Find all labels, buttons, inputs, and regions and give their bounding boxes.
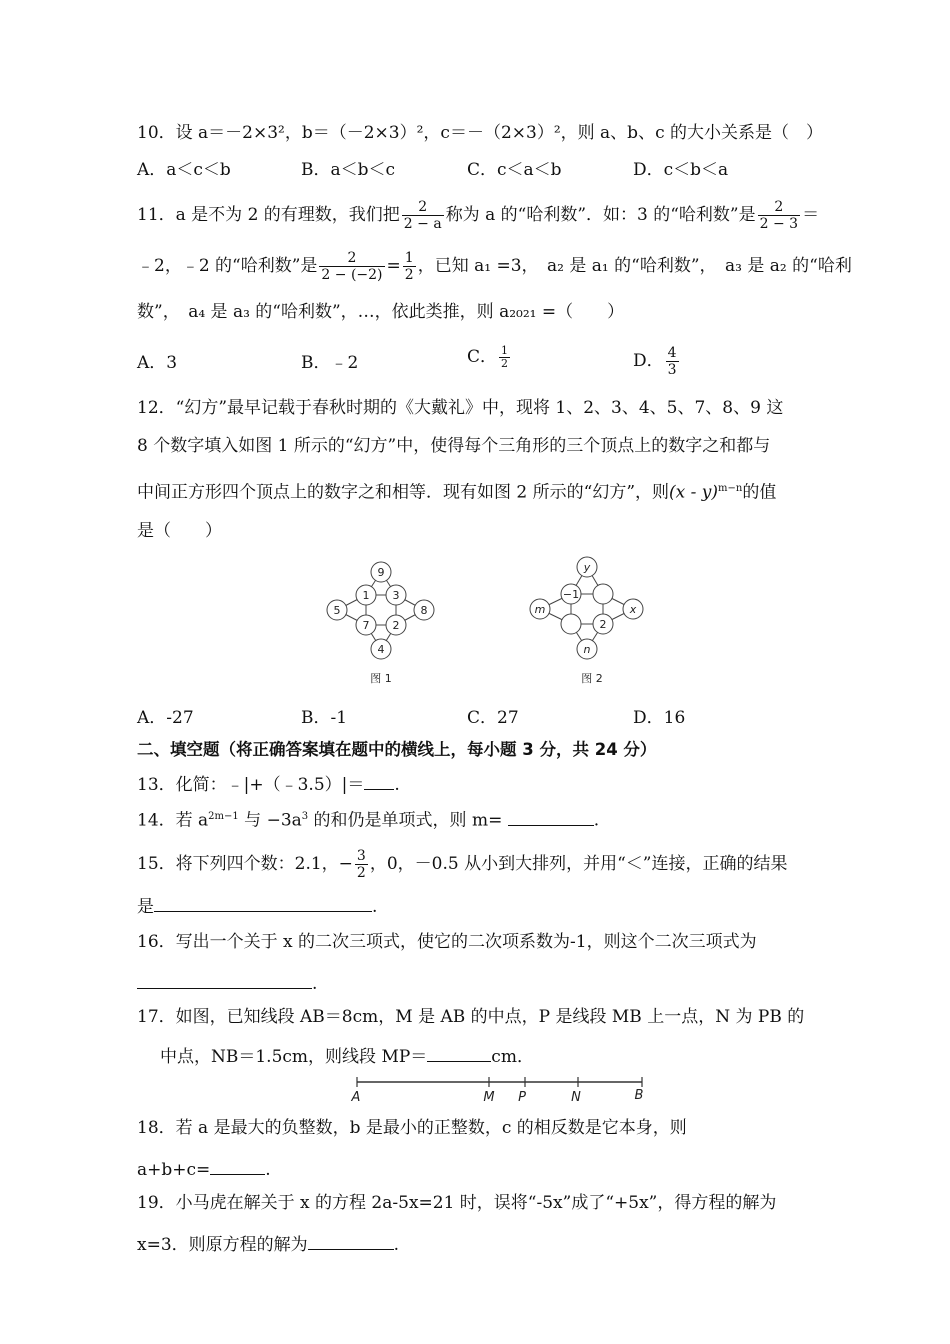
q15-text-a: 15．将下列四个数：2.1， <box>137 854 339 874</box>
q14 <box>137 806 599 832</box>
q13-text: 13．化简：﹣|+（﹣3.5）|＝ <box>137 775 365 795</box>
fraction-numerator: 3 <box>356 848 366 864</box>
q12-text-end: 的值 <box>742 482 777 503</box>
fraction-denominator: 2 <box>404 267 414 283</box>
q18-period: . <box>265 1160 271 1180</box>
q10-option-d: D．c＜b＜a <box>633 160 729 180</box>
fraction-denominator: 2 <box>356 865 366 881</box>
fig1-caption: 图 1 <box>370 672 392 685</box>
q15-line-1 <box>137 848 787 881</box>
q12-line-3 <box>137 478 776 504</box>
fig1-mid-tl: 1 <box>362 589 370 602</box>
fig2-right: x <box>629 603 637 616</box>
q13-answer-blank[interactable] <box>364 771 394 790</box>
q11-option-c <box>467 345 512 370</box>
label-p: P <box>518 1090 526 1105</box>
q11-line-3: 数”， a₄ 是 a₃ 的“哈利数”，…，依此类推，则 a₂₀₂₁ =（ ） <box>137 302 625 322</box>
q11-option-a: A．3 <box>137 353 178 373</box>
q12-exponent: m−n <box>718 483 743 494</box>
fig2-caption: 图 2 <box>581 672 603 685</box>
fraction-denominator: 2 − 3 <box>759 216 799 232</box>
option-label: C． <box>467 347 498 367</box>
fig1-bottom: 4 <box>377 643 385 656</box>
q15-fraction <box>355 848 368 881</box>
fraction-numerator: 1 <box>404 250 414 266</box>
fig2-top: y <box>583 561 591 574</box>
q12-line-4: 是（ ） <box>137 521 222 541</box>
option-label: D． <box>633 351 664 371</box>
q12-option-a: A．-27 <box>137 708 194 728</box>
q19-line-1: 19．小马虎在解关于 x 的方程 2a-5x=21 时，误将“-5x”成了“+5x”，得方程的解为 <box>137 1193 777 1213</box>
fraction-numerator: 2 <box>758 199 800 216</box>
q15-period: . <box>372 897 378 917</box>
fig2-left: m <box>534 603 546 616</box>
q12-option-c: C．27 <box>467 708 519 728</box>
segment-figure <box>345 1073 655 1107</box>
q14-period: . <box>593 810 600 831</box>
q11-option-d <box>633 345 681 378</box>
q11-text-a: 11．a 是不为 2 的有理数，我们把 <box>137 205 400 225</box>
label-n: N <box>571 1090 581 1105</box>
fig1-left: 5 <box>333 604 341 617</box>
q19-text: x=3．则原方程的解为 <box>137 1235 308 1255</box>
q14-text-b: 与 −3a <box>238 810 302 831</box>
q15-answer-blank[interactable] <box>154 893 372 912</box>
q12-line-1: 12．“幻方”最早记载于春秋时期的《大戴礼》中，现将 1、2、3、4、5、7、8、9 这 <box>137 398 784 418</box>
q11-text-e: = <box>386 256 401 276</box>
q15-text-b: ，0，－0.5 从小到大排列，并用“＜”连接，正确的结果 <box>369 854 788 874</box>
label-a: A <box>351 1090 361 1105</box>
q12-expression: (x - y) <box>669 482 719 503</box>
section-2-heading: 二、填空题（将正确答案填在题中的横线上，每小题 3 分，共 24 分） <box>137 740 657 759</box>
q19-period: . <box>393 1235 400 1255</box>
q10-option-c: C．c＜a＜b <box>467 160 562 180</box>
fraction-denominator: 2 <box>501 357 509 370</box>
q11-line-2 <box>137 250 852 283</box>
q14-answer-blank[interactable] <box>508 807 594 826</box>
q19-line-2 <box>137 1231 399 1256</box>
q14-exponent-2: 3 <box>301 811 309 822</box>
fig2-mid-tl: −1 <box>562 588 580 601</box>
q14-text-c: 的和仍是单项式，则 m= <box>308 810 508 831</box>
q11-fraction-def <box>402 199 444 232</box>
q17-line-1: 17．如图，已知线段 AB＝8cm，M 是 AB 的中点，P 是线段 MB 上一点，N 为 PB 的 <box>137 1007 805 1027</box>
label-m: M <box>483 1090 495 1105</box>
q11-option-c-fraction <box>499 345 510 370</box>
q18-text: a+b+c= <box>137 1160 211 1180</box>
q11-line-1 <box>137 199 819 232</box>
q15-text-c: 是 <box>137 897 154 917</box>
q15-minus-sign: − <box>338 854 353 874</box>
fraction-denominator: 2 − a <box>403 216 442 232</box>
magic-square-figures <box>320 555 650 690</box>
fig1-mid-bl: 7 <box>362 619 370 632</box>
fig1-top: 9 <box>377 566 385 579</box>
q17-line-2 <box>160 1043 534 1068</box>
q13 <box>137 771 400 796</box>
q11-option-d-fraction <box>666 345 679 378</box>
fig1-mid-br: 2 <box>392 619 400 632</box>
label-b: B <box>634 1088 644 1103</box>
fig2-mid-br: 2 <box>599 618 607 631</box>
q12-option-b: B．-1 <box>301 708 348 728</box>
q16-answer-blank[interactable] <box>137 970 312 989</box>
q11-fraction-example2 <box>319 250 384 283</box>
q12-option-d: D．16 <box>633 708 686 728</box>
q16-line-1: 16．写出一个关于 x 的二次三项式，使它的二次项系数为-1，则这个二次三项式为 <box>137 932 757 952</box>
q17-text: 中点，NB＝1.5cm，则线段 MP＝ <box>160 1047 428 1067</box>
q11-option-b: B．﹣2 <box>301 353 359 373</box>
q14-text-a: 14．若 a <box>137 810 209 831</box>
fraction-numerator: 2 <box>402 199 444 216</box>
q18-line-2 <box>137 1156 271 1181</box>
q16-line-2 <box>137 970 317 995</box>
q18-answer-blank[interactable] <box>210 1156 265 1175</box>
fig1-mid-tr: 3 <box>392 589 400 602</box>
q10-option-b: B．a＜b＜c <box>301 160 396 180</box>
fig2-bottom: n <box>583 643 591 656</box>
fraction-denominator: 2 − (−2) <box>321 267 383 283</box>
q11-text-c: ＝ <box>802 205 820 225</box>
q11-fraction-half <box>403 250 416 283</box>
q11-text-d: ﹣2，﹣2 的“哈利数”是 <box>137 256 318 276</box>
fraction-numerator: 2 <box>319 250 384 267</box>
q11-text-f: ，已知 a₁ =3， a₂ 是 a₁ 的“哈利数”， a₃ 是 a₂ 的“哈利 <box>417 256 852 276</box>
fraction-denominator: 3 <box>667 362 677 378</box>
q14-exponent-1: 2m−1 <box>208 811 239 822</box>
q11-fraction-example <box>758 199 800 232</box>
q18-line-1: 18．若 a 是最大的负整数，b 是最小的正整数，c 的相反数是它本身，则 <box>137 1118 687 1138</box>
q13-period: . <box>394 775 400 795</box>
q11-text-b: 称为 a 的“哈利数”．如：3 的“哈利数”是 <box>445 205 756 225</box>
q12-line-2: 8 个数字填入如图 1 所示的“幻方”中，使得每个三角形的三个顶点上的数字之和都与 <box>137 436 771 456</box>
q10-option-a: A．a＜c＜b <box>137 160 231 180</box>
q17-answer-blank[interactable] <box>427 1043 491 1062</box>
fraction-numerator: 4 <box>667 345 677 361</box>
fraction-numerator: 1 <box>501 344 509 357</box>
q15-line-2 <box>137 893 377 918</box>
q12-text: 中间正方形四个顶点上的数字之和相等．现有如图 2 所示的“幻方”，则 <box>137 482 670 503</box>
q17-unit: cm． <box>491 1047 534 1067</box>
q19-answer-blank[interactable] <box>308 1231 394 1250</box>
q10-stem: 10．设 a＝－2×3²，b＝（－2×3）²，c＝－（2×3）²，则 a、b、c 的大小关系是（ ） <box>137 123 823 143</box>
q16-period: . <box>312 974 318 994</box>
fig1-right: 8 <box>420 604 428 617</box>
